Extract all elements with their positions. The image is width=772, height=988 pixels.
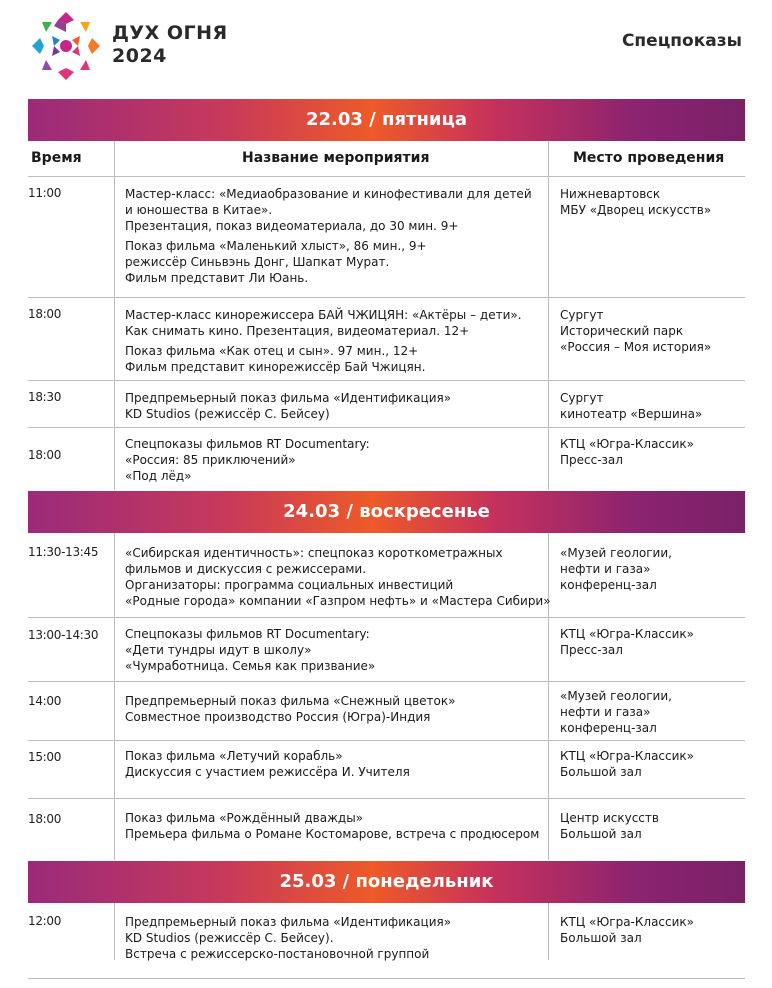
event-line: Совместное производство Россия (Югра)-Индия <box>125 710 431 724</box>
event-line: Презентация, показ видеоматериала, до 30 мин. 9+ <box>125 219 459 233</box>
place-line: МБУ «Дворец искусств» <box>560 203 712 217</box>
event-cell <box>125 810 545 842</box>
event-cell <box>125 626 545 674</box>
event-line: Дискуссия с участием режиссёра И. Учителя <box>125 765 410 779</box>
event-line: фильмов и дискуссия с режиссерами. <box>125 562 367 576</box>
event-line: Премьера фильма о Романе Костомарове, встреча с продюсером <box>125 827 540 841</box>
event-cell <box>125 545 551 609</box>
place-line: «Россия – Моя история» <box>560 340 712 354</box>
place-line: «Музей геологии, <box>560 546 672 560</box>
column-header-event: Название мероприятия <box>242 150 430 166</box>
place-line: «Музей геологии, <box>560 689 672 703</box>
day-band: 25.03 / понедельник <box>28 861 745 903</box>
event-cell <box>125 693 545 725</box>
column-divider <box>114 141 115 490</box>
event-line: Фильм представит кинорежиссёр Бай Чжицян. <box>125 360 426 374</box>
place-line: Нижневартовск <box>560 187 661 201</box>
time-cell: 11:00 <box>28 186 62 200</box>
event-line: «Сибирская идентичность»: спецпоказ короткометражных <box>125 546 503 560</box>
column-divider <box>114 903 115 960</box>
logo-wordmark <box>112 22 228 68</box>
column-header-place: Место проведения <box>573 150 725 166</box>
event-line: Мастер-класс: «Медиаобразование и кинофестивали для детей <box>125 187 532 201</box>
row-divider <box>28 297 745 298</box>
row-divider <box>28 427 745 428</box>
place-cell <box>560 186 740 218</box>
event-line: Предпремьерный показ фильма «Снежный цветок» <box>125 694 456 708</box>
event-line: Спецпоказы фильмов RT Documentary: <box>125 627 370 641</box>
row-divider <box>28 380 745 381</box>
event-line: «Дети тундры идут в школу» <box>125 643 312 657</box>
time-cell: 15:00 <box>28 750 62 764</box>
column-header-time: Время <box>31 150 82 166</box>
event-cell <box>125 186 545 286</box>
event-line: Спецпоказы фильмов RT Documentary: <box>125 437 370 451</box>
time-cell: 13:00-14:30 <box>28 628 99 642</box>
event-cell <box>125 914 545 962</box>
festival-logo-icon <box>30 10 102 82</box>
place-cell <box>560 688 740 736</box>
column-divider <box>548 903 549 960</box>
place-cell <box>560 436 740 468</box>
place-line: Сургут <box>560 308 604 322</box>
time-cell: 18:00 <box>28 448 62 462</box>
row-divider <box>28 798 745 799</box>
column-divider <box>548 141 549 490</box>
event-line: Показ фильма «Маленький хлыст», 86 мин., 9+ <box>125 239 427 253</box>
place-line: нефти и газа» <box>560 562 651 576</box>
page-title: Спецпоказы <box>621 31 742 51</box>
time-cell: 18:00 <box>28 307 62 321</box>
row-divider <box>28 681 745 682</box>
event-line: «Под лёд» <box>125 469 192 483</box>
place-line: Пресс-зал <box>560 643 623 657</box>
place-line: Большой зал <box>560 827 642 841</box>
page-header <box>0 0 772 100</box>
column-divider <box>114 533 115 860</box>
logo-line-2: 2024 <box>112 45 167 67</box>
event-line: Мастер-класс кинорежиссера БАЙ ЧЖИЦЯН: «Актёры – дети». <box>125 308 522 322</box>
row-divider <box>28 617 745 618</box>
event-line: Предпремьерный показ фильма «Идентификация» <box>125 915 452 929</box>
event-cell <box>125 307 545 375</box>
place-line: Исторический парк <box>560 324 684 338</box>
event-line: Показ фильма «Летучий корабль» <box>125 749 343 763</box>
place-cell <box>560 810 740 842</box>
time-cell: 18:00 <box>28 812 62 826</box>
event-line: KD Studios (режиссёр С. Бейсеу). <box>125 931 334 945</box>
row-divider <box>28 978 745 979</box>
place-line: КТЦ «Югра-Классик» <box>560 749 695 763</box>
place-line: Пресс-зал <box>560 453 623 467</box>
place-line: Сургут <box>560 391 604 405</box>
event-line: и юношества в Китае». <box>125 203 273 217</box>
place-line: КТЦ «Югра-Классик» <box>560 627 695 641</box>
event-line: режиссёр Синьвэнь Донг, Шапкат Мурат. <box>125 255 390 269</box>
place-cell <box>560 914 740 946</box>
event-line: Как снимать кино. Презентация, видеоматериал. 12+ <box>125 324 470 338</box>
place-line: нефти и газа» <box>560 705 651 719</box>
event-line: «Россия: 85 приключений» <box>125 453 296 467</box>
event-cell <box>125 390 545 422</box>
time-cell: 18:30 <box>28 390 62 404</box>
day-band: 22.03 / пятница <box>28 99 745 141</box>
day-band: 24.03 / воскресенье <box>28 491 745 533</box>
time-cell: 14:00 <box>28 694 62 708</box>
event-line: Показ фильма «Как отец и сын». 97 мин., 12+ <box>125 344 419 358</box>
event-cell <box>125 748 545 780</box>
place-cell <box>560 390 740 422</box>
place-cell <box>560 307 740 355</box>
place-line: КТЦ «Югра-Классик» <box>560 915 695 929</box>
event-line: Фильм представит Ли Юань. <box>125 271 309 285</box>
time-cell: 12:00 <box>28 914 62 928</box>
place-line: конференц-зал <box>560 578 657 592</box>
event-line: «Родные города» компании «Газпром нефть» и «Мастера Сибири» <box>125 594 551 608</box>
place-line: КТЦ «Югра-Классик» <box>560 437 695 451</box>
event-line: Организаторы: программа социальных инвестиций <box>125 578 454 592</box>
table-divider <box>28 176 745 177</box>
place-cell <box>560 626 740 658</box>
place-line: конференц-зал <box>560 721 657 735</box>
logo-line-1: ДУХ ОГНЯ <box>112 22 228 44</box>
event-line: Предпремьерный показ фильма «Идентификация» <box>125 391 452 405</box>
event-line: «Чумработница. Семья как призвание» <box>125 659 376 673</box>
place-line: Центр искусств <box>560 811 659 825</box>
place-line: Большой зал <box>560 765 642 779</box>
place-line: кинотеатр «Вершина» <box>560 407 703 421</box>
event-cell <box>125 436 545 484</box>
place-cell <box>560 545 740 593</box>
event-line: KD Studios (режиссёр С. Бейсеу) <box>125 407 330 421</box>
place-cell <box>560 748 740 780</box>
event-line: Показ фильма «Рождённый дважды» <box>125 811 364 825</box>
row-divider <box>28 740 745 741</box>
event-line: Встреча с режиссерско-постановочной группой <box>125 947 430 961</box>
column-divider <box>548 533 549 860</box>
place-line: Большой зал <box>560 931 642 945</box>
time-cell: 11:30-13:45 <box>28 545 99 559</box>
